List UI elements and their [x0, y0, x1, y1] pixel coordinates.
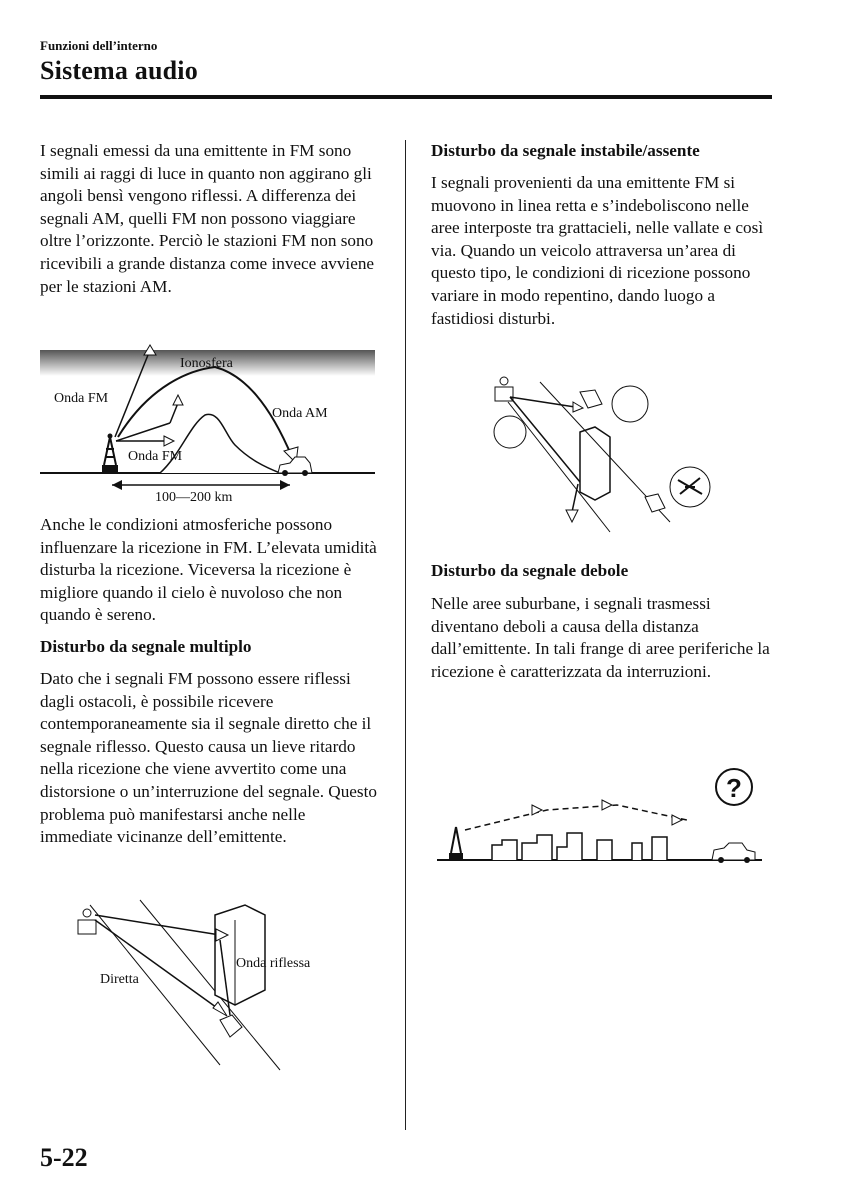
weak-heading: Disturbo da segnale debole — [431, 561, 629, 580]
title-rule — [40, 95, 772, 99]
column-divider — [405, 140, 406, 1130]
fm-wave-label-1: Onda FM — [54, 391, 109, 406]
fm-am-propagation-diagram — [40, 345, 380, 507]
unstable-heading: Disturbo da segnale instabile/assente — [431, 141, 700, 160]
car-icon — [278, 457, 312, 476]
unstable-signal-diagram — [480, 372, 720, 532]
svg-text:?: ? — [726, 773, 742, 803]
multipath-paragraph: Dato che i segnali FM possono essere riflessi dagli ostacoli, è possibile ricevere contemporaneamente sia il segnale diretto che il segnale riflesso. Questo causa un lieve ritardo nella ricezione che viene avvertito come una distorsione o un’interruzione del segnale. Questo problema può manifestarsi anche nelle immediate vicinanze dell’emittente. — [40, 669, 377, 847]
building-icon — [580, 427, 610, 500]
distance-label: 100—200 km — [155, 490, 233, 505]
section-kicker: Funzioni dell’interno — [40, 38, 158, 53]
ionosphere-label: Ionosfera — [180, 356, 233, 371]
radio-tower-icon — [102, 434, 118, 474]
reflected-wave-arrow — [95, 915, 220, 935]
fm-wave-arrow-mountain — [116, 423, 170, 441]
mountain — [160, 414, 280, 473]
weak-paragraph: Nelle aree suburbane, i segnali trasmessi diventano deboli a causa della distanza dall’emittente. In tali frange di aree periferiche la ricezione è caratterizzata da interruzioni. — [431, 594, 770, 681]
fm-wave-label-2: Onda FM — [128, 449, 183, 464]
city-skyline — [492, 833, 667, 860]
radio-tower-icon — [78, 909, 96, 934]
page-number: 5-22 — [40, 1143, 88, 1172]
car-icon — [712, 843, 755, 863]
signal-arrow — [465, 805, 687, 830]
weather-paragraph: Anche le condizioni atmosferiche possono influenzare la ricezione in FM. L’elevata umidità disturba la ricezione. Viceversa la ricezione è migliore quando il cielo è nuvoloso che non quando è sereno. — [40, 515, 377, 625]
unstable-paragraph: I segnali provenienti da una emittente FM si muovono in linea retta e s’indeboliscono nelle aree interposte tra grattacieli, nelle vallate e così via. Quando un veicolo attraversa un’area di questo tipo, le condizioni di ricezione possono variare in modo repentino, dando luogo a fastidiosi disturbi. — [431, 173, 764, 328]
radio-tower-icon — [449, 827, 463, 860]
intro-paragraph: I segnali emessi da una emittente in FM sono simili ai raggi di luce in quanto non aggirano gli angoli bensì vengono riflessi. A differenza dei segnali AM, quelli FM non possono viaggiare oltre l’orizzonte. Perciò le stazioni FM non sono ricevibili a grande distanza come invece avviene per le stazioni AM. — [40, 141, 375, 296]
weak-signal-diagram — [437, 765, 767, 865]
reflected-label: Onda riflessa — [236, 956, 311, 971]
multipath-heading: Disturbo da segnale multiplo — [40, 637, 252, 656]
am-wave-label: Onda AM — [272, 406, 328, 421]
page-title: Sistema audio — [40, 56, 198, 85]
noise-bubble-icon — [612, 386, 648, 422]
direct-wave-arrow — [95, 920, 220, 1010]
noise-bubble-icon — [494, 416, 526, 448]
direct-label: Diretta — [100, 972, 139, 987]
multipath-diagram — [70, 895, 360, 1075]
car-icon — [220, 1015, 242, 1037]
